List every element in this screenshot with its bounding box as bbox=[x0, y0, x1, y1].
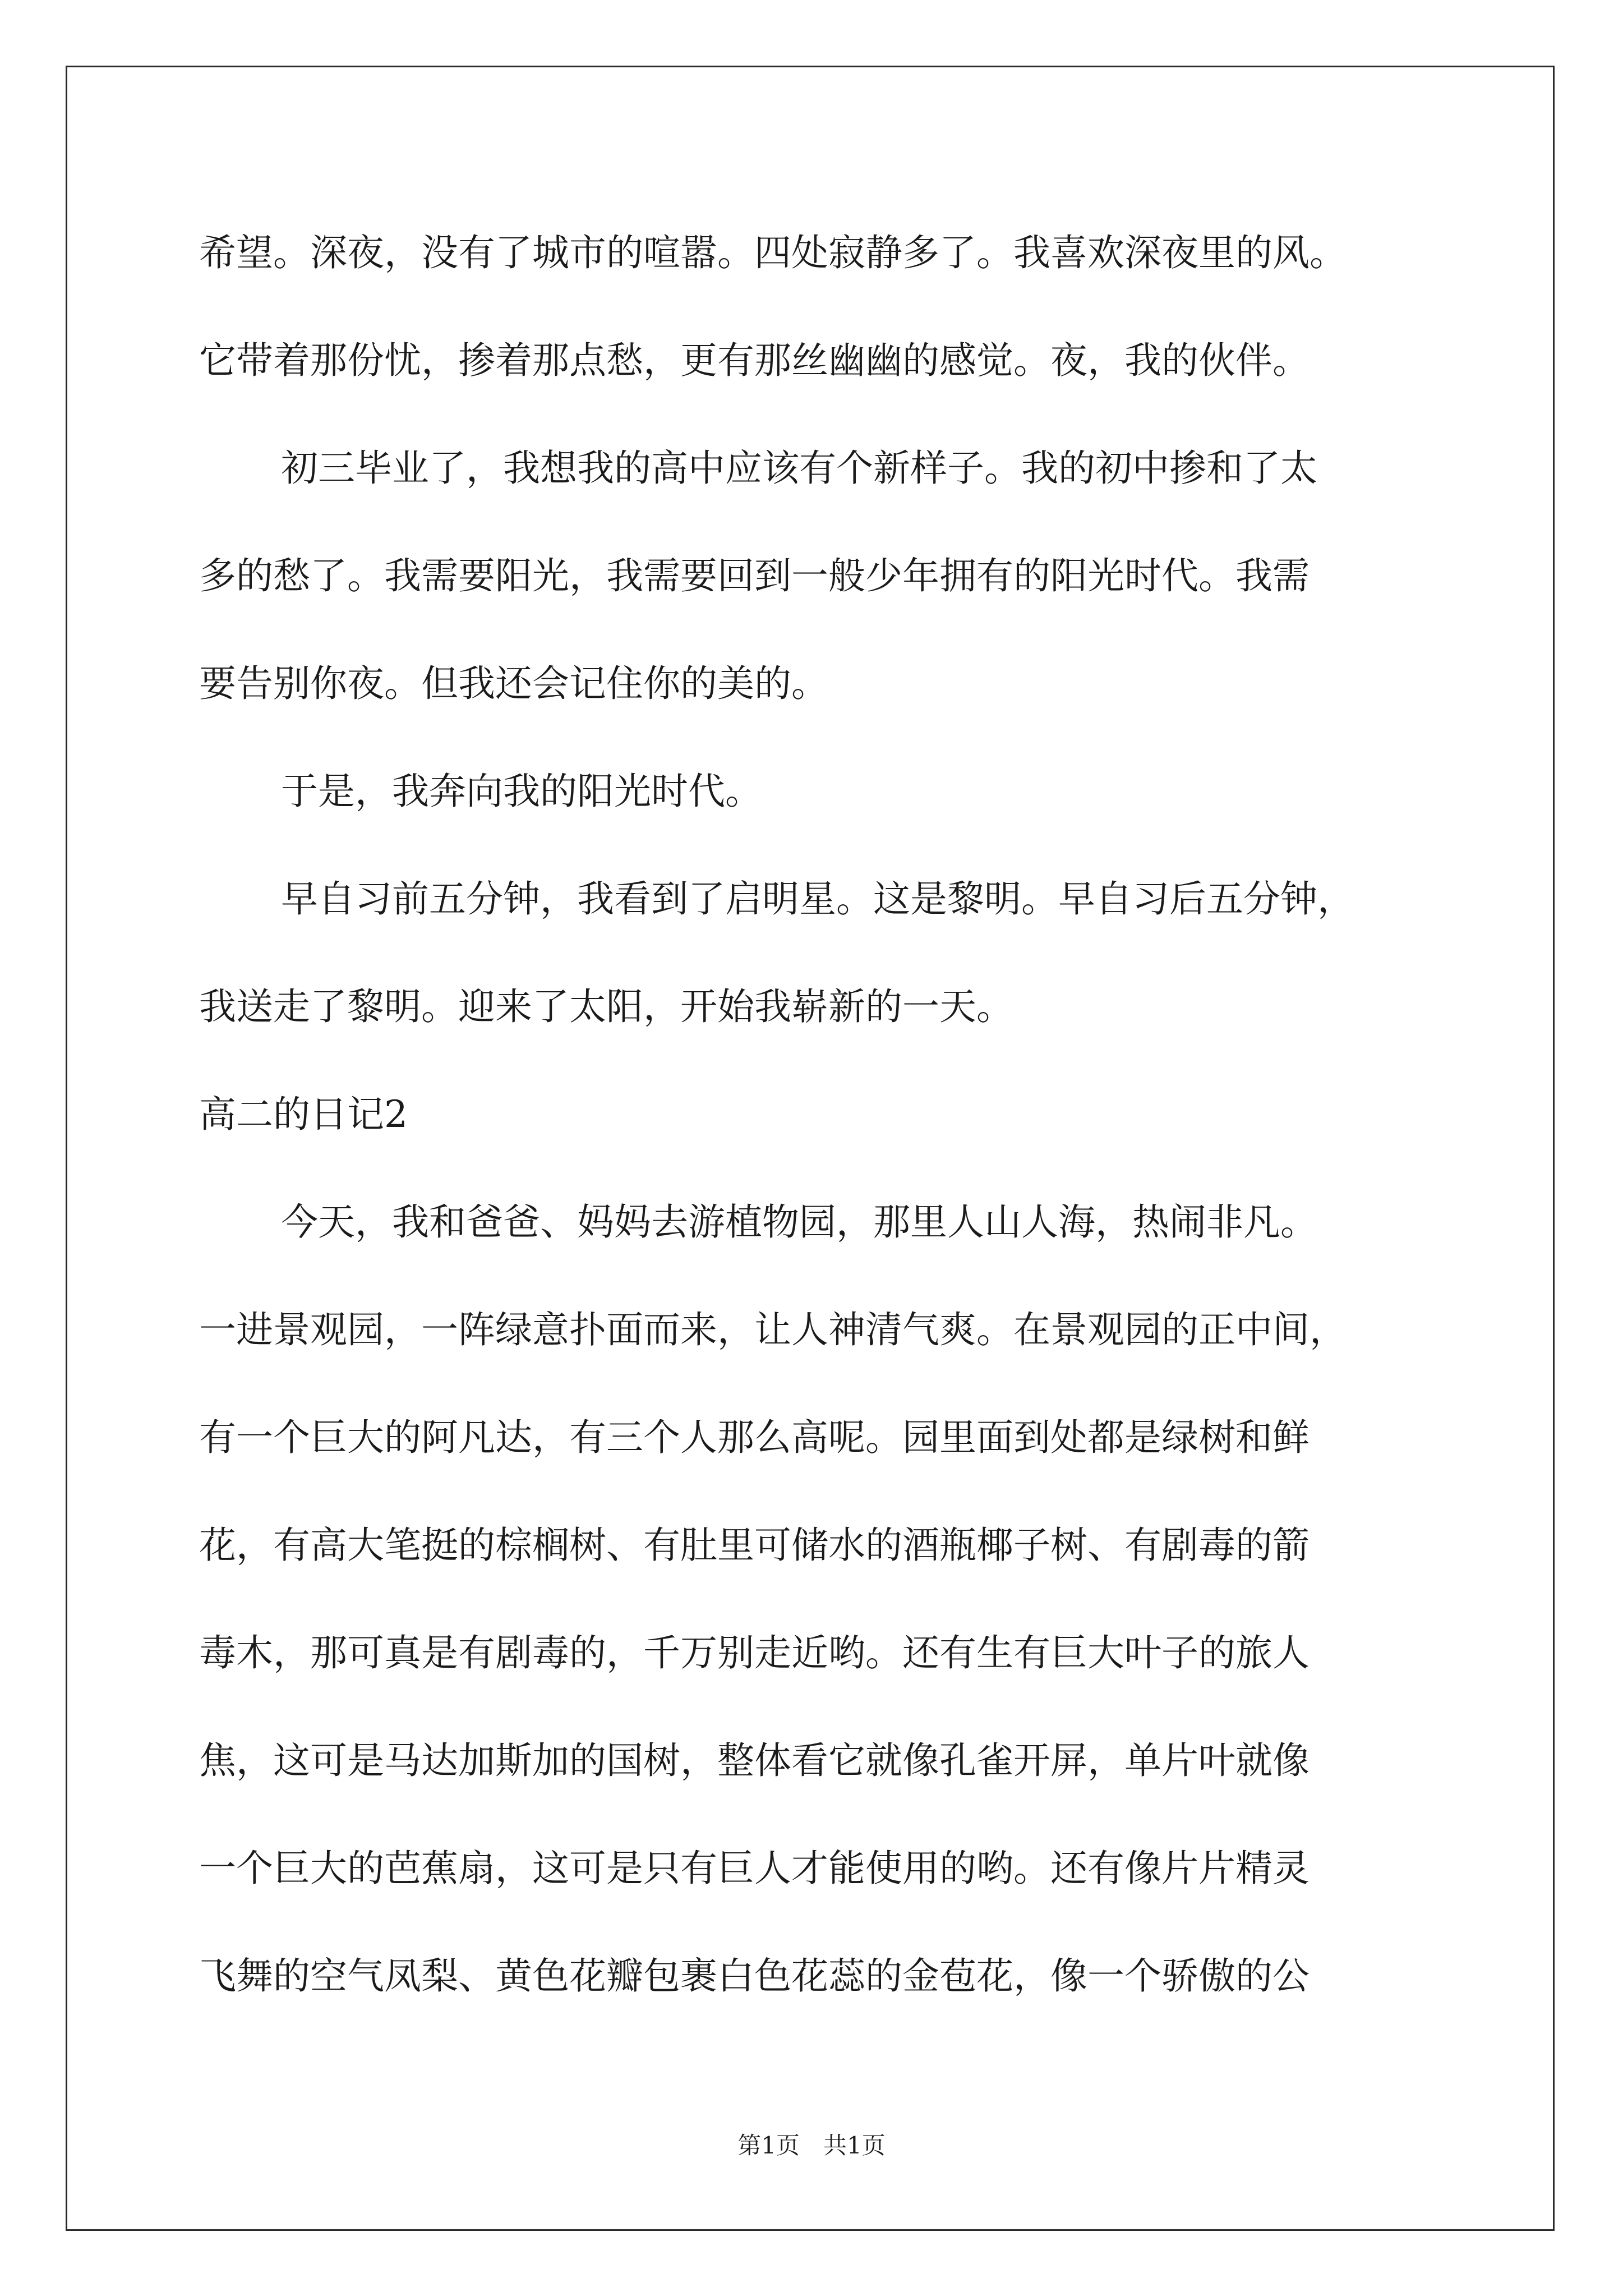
text-line-14: 毒木，那可真是有剧毒的，千万别走近哟。还有生有巨大叶子的旅人 bbox=[199, 1631, 1310, 1674]
text-line-8: 我送走了黎明。迎来了太阳，开始我崭新的一天。 bbox=[199, 985, 1013, 1028]
text-line-5: 要告别你夜。但我还会记住你的美的。 bbox=[199, 662, 828, 705]
section-heading: 高二的日记2 bbox=[199, 1093, 408, 1136]
text-line-6: 于是，我奔向我的阳光时代。 bbox=[281, 770, 762, 813]
text-line-15: 焦，这可是马达加斯加的国树，整体看它就像孔雀开屏，单片叶就像 bbox=[199, 1739, 1310, 1782]
text-line-3: 初三毕业了，我想我的高中应该有个新样子。我的初中掺和了太 bbox=[281, 447, 1317, 490]
text-line-10: 今天，我和爸爸、妈妈去游植物园，那里人山人海，热闹非凡。 bbox=[281, 1200, 1317, 1244]
text-line-17: 飞舞的空气凤梨、黄色花瓣包裹白色花蕊的金苞花，像一个骄傲的公 bbox=[199, 1954, 1310, 1998]
text-line-12: 有一个巨大的阿凡达，有三个人那么高呢。园里面到处都是绿树和鲜 bbox=[199, 1416, 1310, 1459]
text-line-16: 一个巨大的芭蕉扇，这可是只有巨人才能使用的哟。还有像片片精灵 bbox=[199, 1847, 1310, 1890]
text-line-7: 早自习前五分钟，我看到了启明星。这是黎明。早自习后五分钟， bbox=[281, 877, 1354, 921]
text-line-1: 希望。深夜，没有了城市的喧嚣。四处寂静多了。我喜欢深夜里的风。 bbox=[199, 231, 1347, 274]
text-line-13: 花，有高大笔挺的棕榈树、有肚里可储水的酒瓶椰子树、有剧毒的箭 bbox=[199, 1524, 1310, 1567]
text-line-2: 它带着那份忧，掺着那点愁，更有那丝幽幽的感觉。夜，我的伙伴。 bbox=[199, 339, 1310, 382]
document-body bbox=[199, 199, 1444, 2030]
text-line-4: 多的愁了。我需要阳光，我需要回到一般少年拥有的阳光时代。我需 bbox=[199, 554, 1310, 597]
text-line-11: 一进景观园，一阵绿意扑面而来，让人神清气爽。在景观园的正中间， bbox=[199, 1308, 1347, 1351]
page-number-footer: 第1页 共1页 bbox=[737, 2132, 886, 2159]
